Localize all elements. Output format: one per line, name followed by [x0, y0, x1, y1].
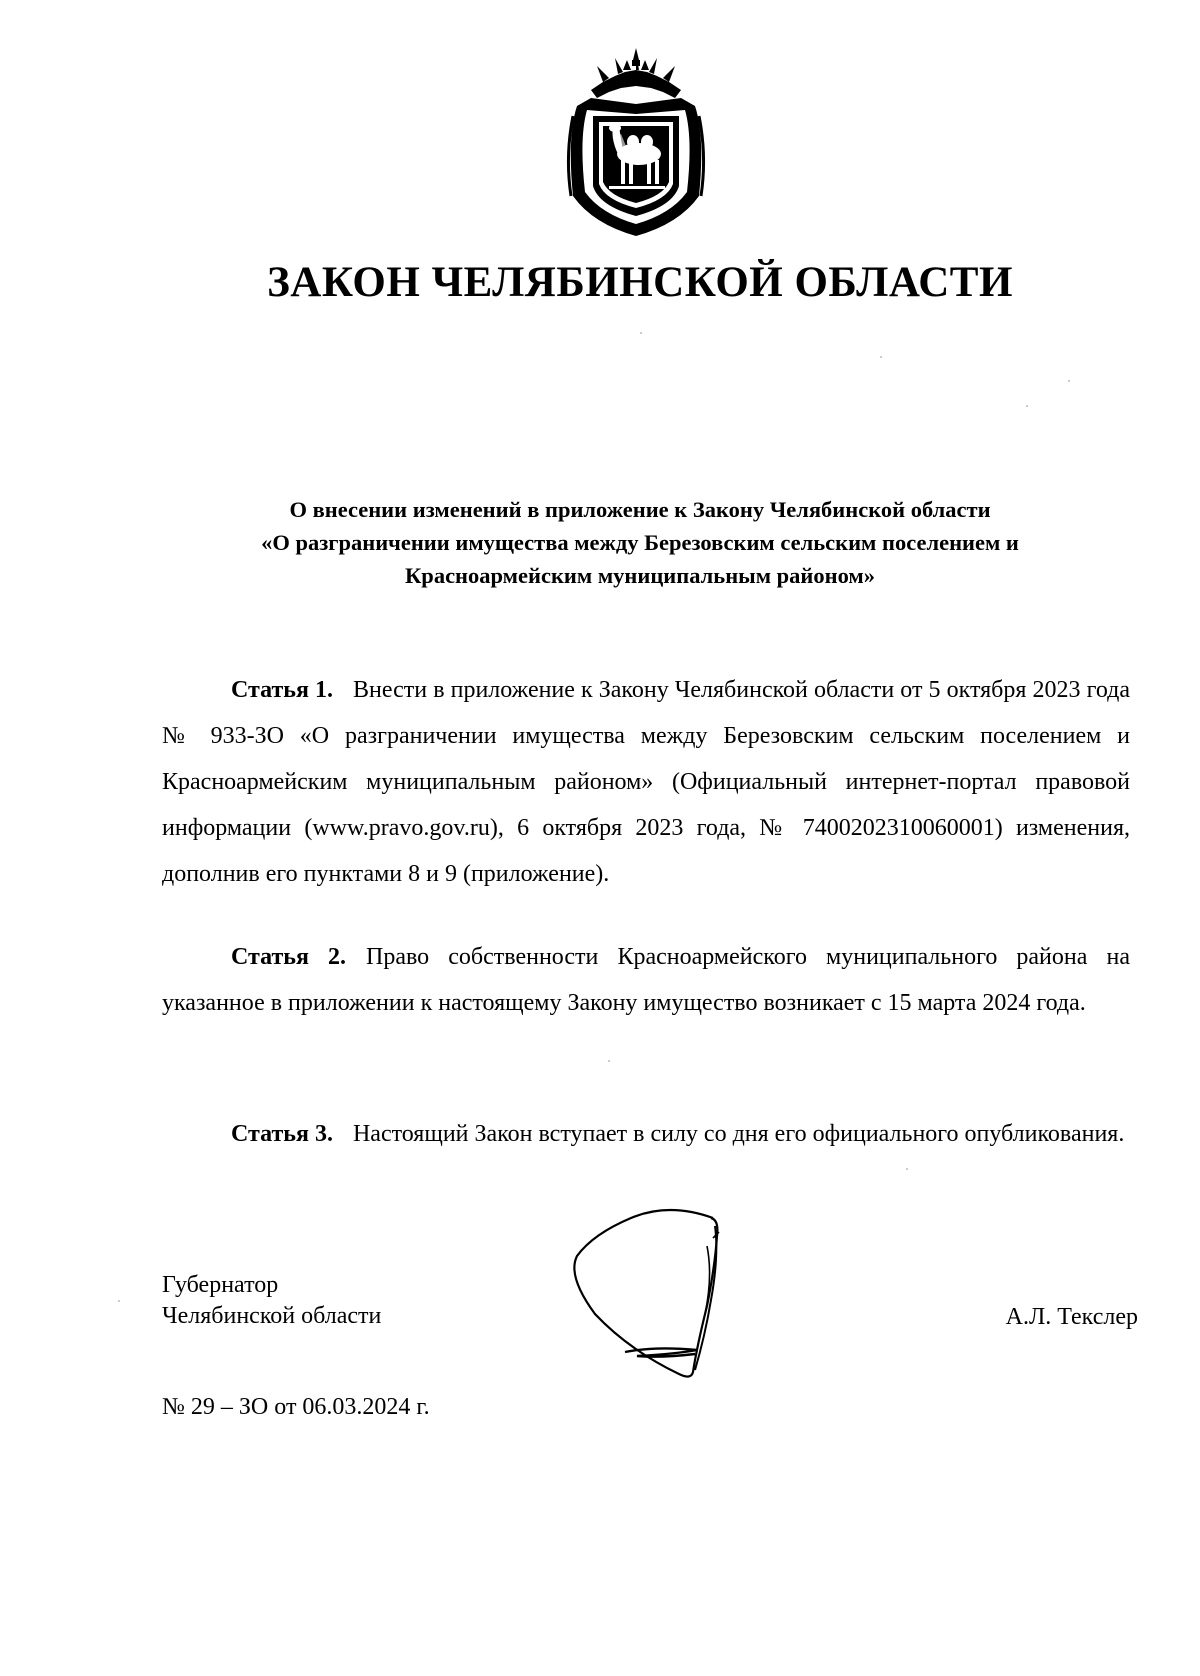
- article-text: Внести в приложение к Закону Челябинской области от 5 октября 2023 года № 933-ЗО «О разграничении имущества между Березовским сельским поселением и Красноармейским муниципальным районом» (Официальный интернет-портал правовой информации (www.pravo.gov.ru), 6 октября 2023 года, № 7400202310060001) изменения, дополнив его пунктами 8 и 9 (приложение).: [162, 677, 1130, 887]
- signer-position-line: Челябинской области: [162, 1303, 382, 1329]
- scan-speck: [906, 1168, 908, 1170]
- signer-position: [162, 1270, 381, 1332]
- article-text: Настоящий Закон вступает в силу со дня его официального опубликования.: [352, 1121, 1125, 1147]
- article-label: Статья 3.: [231, 1121, 333, 1147]
- scan-speck: [608, 1060, 610, 1062]
- scan-speck: [640, 332, 642, 334]
- article-3: [162, 1111, 1130, 1157]
- scan-speck: [1026, 405, 1028, 407]
- article-label: Статья 1.: [231, 677, 334, 703]
- law-title: ЗАКОН ЧЕЛЯБИНСКОЙ ОБЛАСТИ: [267, 259, 1013, 306]
- subject-line: Красноармейским муниципальным районом»: [404, 563, 876, 588]
- signer-position-line: Губернатор: [162, 1272, 279, 1298]
- scan-speck: [1068, 380, 1070, 382]
- subject-line: О внесении изменений в приложение к Закону Челябинской области: [289, 497, 991, 522]
- scan-speck: [118, 1300, 120, 1302]
- article-2: [162, 934, 1130, 1026]
- handwritten-signature-icon: [565, 1196, 765, 1386]
- subject-line: «О разграничении имущества между Березовским сельским поселением и: [261, 530, 1019, 555]
- chelyabinsk-coat-of-arms-icon: [563, 46, 709, 238]
- scan-speck: [880, 356, 882, 358]
- law-subject-heading: [160, 493, 1120, 592]
- article-text: Право собственности Красноармейского муниципального района на указанное в приложении к настоящему Закону имущество возникает с 15 марта 2024 года.: [162, 944, 1130, 1016]
- document-number-date: № 29 – ЗО от 06.03.2024 г.: [162, 1394, 430, 1420]
- article-label: Статья 2.: [231, 944, 347, 970]
- article-1: [162, 667, 1130, 897]
- signer-name: А.Л. Текслер: [1005, 1304, 1138, 1330]
